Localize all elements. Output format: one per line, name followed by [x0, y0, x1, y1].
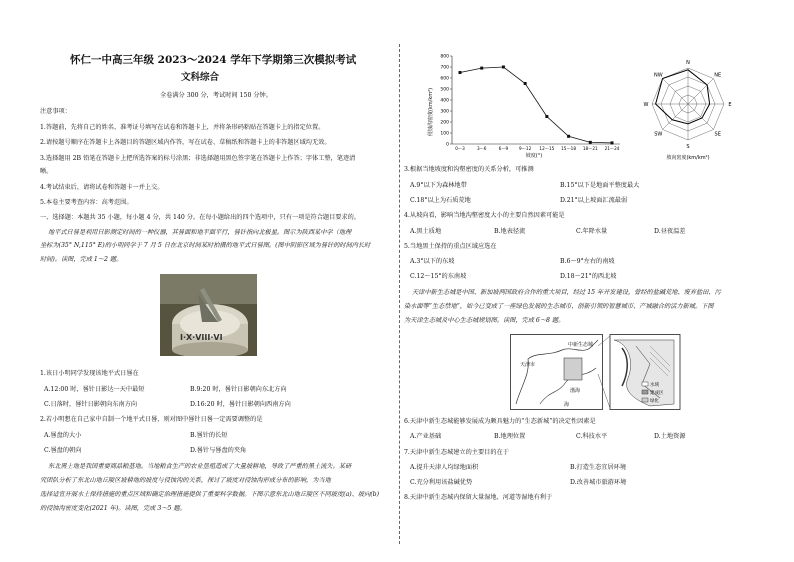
line-chart-xtick-label: 12～15	[539, 146, 555, 151]
q3-option-b: B.15°以下是地面平整度最大	[560, 182, 640, 189]
line-chart-ytick-label: 400	[440, 98, 449, 104]
note-1: 1.答题前，先将自己的姓名、准考证号填写在试卷和答题卡上，并将条形码粘贴在答题卡上的指定位置。	[40, 124, 325, 131]
radar-direction-label: NE	[714, 72, 722, 79]
line-chart-xlabel: 坡度(°)	[525, 153, 543, 159]
radar-direction-label: NW	[653, 72, 663, 79]
q2-option-c: C.晷盘的朝向	[44, 447, 82, 454]
q4-option-b: B.地表径流	[494, 228, 526, 235]
line-chart-point	[611, 141, 614, 144]
q4-option-a: A.黑土质地	[410, 228, 442, 235]
q3-option-c: C.18°以上为石质荒地	[410, 197, 471, 204]
radar-direction-label: W	[643, 102, 649, 108]
line-chart-point	[589, 141, 592, 144]
note-5: 5.本卷主要考查内容：高考范围。	[40, 199, 133, 206]
line-chart-point	[459, 71, 462, 74]
q3-stem: 3.根据当地坡度和沟壑密度的关系分析，可推测	[404, 166, 534, 173]
passage2-line2: 究团队分析了东北山地丘陵区坡耕地的坡度与侵蚀沟的关系，探讨了坡度对侵蚀沟形成分布的影响，为当地	[40, 477, 331, 484]
map-label-tianjin: 天津市	[520, 362, 536, 368]
q4-stem: 4.从坡向看，影响当地沟壑密度大小的主要自然因素可能是	[404, 212, 565, 219]
q5-option-a: A.3°以下的东坡	[410, 258, 455, 265]
q2-option-d: D.晷针与晷盘的夹角	[190, 447, 247, 454]
q7-option-d: D.改善城市旅游环境	[570, 479, 627, 486]
q3-option-d: D.21°以上坡面汇流最弱	[560, 197, 628, 204]
q5-option-b: B.6～9°左右的南坡	[560, 258, 615, 265]
note-2: 2.请按题号顺序在答题卡上各题目的答题区域内作答，写在试卷、草稿纸和答题卡上的非答题区域均无效。	[40, 139, 331, 146]
line-chart-ylabel: 侵蚀沟密度(km/km²)	[428, 87, 434, 137]
line-chart-ytick-label: 700	[440, 65, 449, 71]
line-chart-point	[567, 135, 570, 138]
sundial-photo	[160, 274, 257, 356]
eco-city-map	[510, 334, 682, 410]
q6-option-d: D.土地资源	[654, 433, 686, 440]
line-chart-point	[524, 82, 527, 85]
line-chart-point	[545, 115, 548, 118]
subject-title: 文科综合	[181, 72, 220, 83]
column-divider	[399, 44, 400, 544]
svg-text:I·X·VIII·VI: I·X·VIII·VI	[180, 333, 223, 342]
q1-option-c: C.日落时，晷针日影朝向东南方向	[44, 401, 138, 408]
passage2-line4: 的侵蚀沟密度变化(2021 年)。读图，完成 3～5 题。	[40, 505, 186, 512]
legend-built: 建成区	[650, 391, 664, 396]
q6-option-c: C.科技水平	[576, 433, 608, 440]
q7-stem: 7.天津中新生态城建立的主要目的在于	[404, 449, 509, 456]
q1-option-b: B.9:20 时，晷针日影朝向东北方向	[190, 386, 287, 393]
passage1-line3: 时间)。读图，完成 1～2 题。	[40, 256, 123, 263]
q5-stem: 5.当地黑土保持的重点区域应选在	[404, 243, 497, 250]
q4-option-d: D.昼夜温差	[654, 228, 686, 235]
line-chart-series	[460, 67, 612, 143]
radar-direction-label: SE	[714, 131, 721, 138]
q5-option-d: D.18～21°的西北坡	[560, 273, 617, 280]
note-3: 3.选择题用 2B 铅笔在答题卡上把所选答案的标号涂黑；非选择题用黑色签字笔在答题卡上作答；字体工整，笔迹清	[40, 155, 356, 162]
line-chart-xtick-label: 21～24	[604, 146, 620, 151]
q7-option-b: B.打造生态宜居环境	[570, 464, 627, 471]
line-chart-xtick-label: 0～3	[455, 146, 465, 151]
q2-option-b: B.晷针的长短	[190, 432, 228, 439]
line-chart-ytick-label: 300	[440, 109, 449, 115]
passage3-line1: 天津中新生态城是中国、新加坡两国政府合作的重大项目，经过 15 年开发建设，曾经的盐碱荒地、废弃盐田、污	[412, 289, 721, 296]
slope-line-chart	[424, 50, 624, 160]
line-chart-xtick-label: 3～6	[476, 146, 487, 151]
q7-option-a: A.提升天津人均绿地面积	[410, 464, 479, 471]
q2-stem: 2.若小明想在自己家中自制一个地平式日晷，则对图中晷针日晷一定需要调整的是	[40, 416, 263, 423]
q6-stem: 6.天津中新生态城能够发展成为颇具魅力的“生态新城”的决定性因素是	[404, 418, 596, 425]
map-label-sea: 海	[564, 402, 570, 408]
line-chart-point	[480, 67, 483, 70]
q1-option-a: A.12:00 时，晷针日影达一天中最短	[44, 386, 145, 393]
line-chart-xtick-label: 6～9	[498, 146, 509, 151]
line-chart-ytick-label: 800	[440, 54, 449, 60]
radar-direction-label: E	[728, 102, 732, 108]
passage2-line1: 东北黑土地是我国重要商品粮基地。当地粮食生产的农业垦殖造成了大量坡耕地，导致了严重的黑土流失。某研	[48, 463, 352, 470]
passage2-line3: 选择适宜开展水土保持措施的重点区域和确定治理措施提供了重要科学数据。下图示意东北山地丘陵区不同坡度(a)、坡向(b)	[40, 491, 380, 498]
note-4: 4.考试结束后，请将试卷和答题卡一并上交。	[40, 184, 164, 191]
note-3-cont: 晰。	[40, 168, 53, 175]
q6-option-b: B.地理位置	[494, 433, 526, 440]
line-chart-point	[502, 66, 505, 69]
line-chart-ytick-label: 0	[446, 142, 449, 148]
line-chart-ytick-label: 100	[440, 131, 449, 137]
line-chart-xtick-label: 18～21	[582, 146, 598, 151]
notes-heading: 注意事项：	[40, 108, 71, 115]
passage1-line2: 坐标为(35° N,115° E)的小明同学于 7 月 5 日在北京时间某时拍摄的地平式日晷图。(图中阴影区域为晷针的时间内长时	[40, 242, 371, 249]
passage1-line1: 地平式日晷是利用日影测定时间的一种仪器，其晷面和地平面平行，晷针指向北极星。图示为陕西某中学（地理	[48, 229, 352, 236]
q2-option-a: A.晷盘的大小	[44, 432, 82, 439]
exam-title: 怀仁一中高三年级 2023～2024 学年下学期第三次模拟考试	[70, 54, 357, 66]
legend-green: 绿化	[650, 399, 659, 404]
exam-info: 全卷满分 300 分，考试时间 150 分钟。	[160, 92, 272, 99]
radar-series	[653, 70, 710, 124]
line-chart-xtick-label: 9～12	[519, 146, 532, 151]
q1-option-d: D.16:20 时，晷针日影朝向西南方向	[190, 401, 291, 408]
line-chart-xtick-label: 15～18	[561, 146, 577, 151]
radar-chart-caption: 坡向密度(km/km²)	[666, 155, 710, 161]
legend-water: 水域	[650, 383, 659, 388]
map-label-eco-city: 中新生态城	[568, 342, 594, 348]
radar-direction-label: SW	[654, 131, 663, 138]
line-chart-ytick-label: 500	[440, 87, 449, 93]
q8-stem: 8.天津中新生态城内保留大量湿地、河道等湿地有利于	[404, 494, 553, 501]
section1-intro: 一、选择题：本题共 35 小题，每小题 4 分，共 140 分。在每小题给出的四个选项中，只有一项是符合题目要求的。	[40, 214, 361, 221]
line-chart-ytick-label: 600	[440, 76, 449, 82]
aspect-radar-chart	[640, 52, 736, 162]
q3-option-a: A.9°以下为森林地带	[410, 182, 467, 189]
radar-direction-label: N	[686, 60, 690, 66]
radar-direction-label: S	[686, 144, 690, 150]
line-chart-ytick-label: 200	[440, 120, 449, 126]
q7-option-c: C.充分利用该盐碱优势	[410, 479, 473, 486]
q6-option-a: A.产业基础	[410, 433, 442, 440]
q1-stem: 1.该日小明同学发现该地平式日晷在	[40, 370, 139, 377]
map-label-bohai: 渤海	[570, 388, 581, 394]
q4-option-c: C.年降水量	[576, 228, 608, 235]
q5-option-c: C.12～15°的东南坡	[410, 273, 467, 280]
passage3-line2: 染水面等“生态禁地”，如今已变成了一座绿色发展的生态城市、创新引领的智慧城市、产城融合的活力新城。下图	[404, 303, 714, 310]
passage3-line3: 为天津生态城及中心生态城规划图。读图，完成 6～8 题。	[404, 317, 565, 324]
